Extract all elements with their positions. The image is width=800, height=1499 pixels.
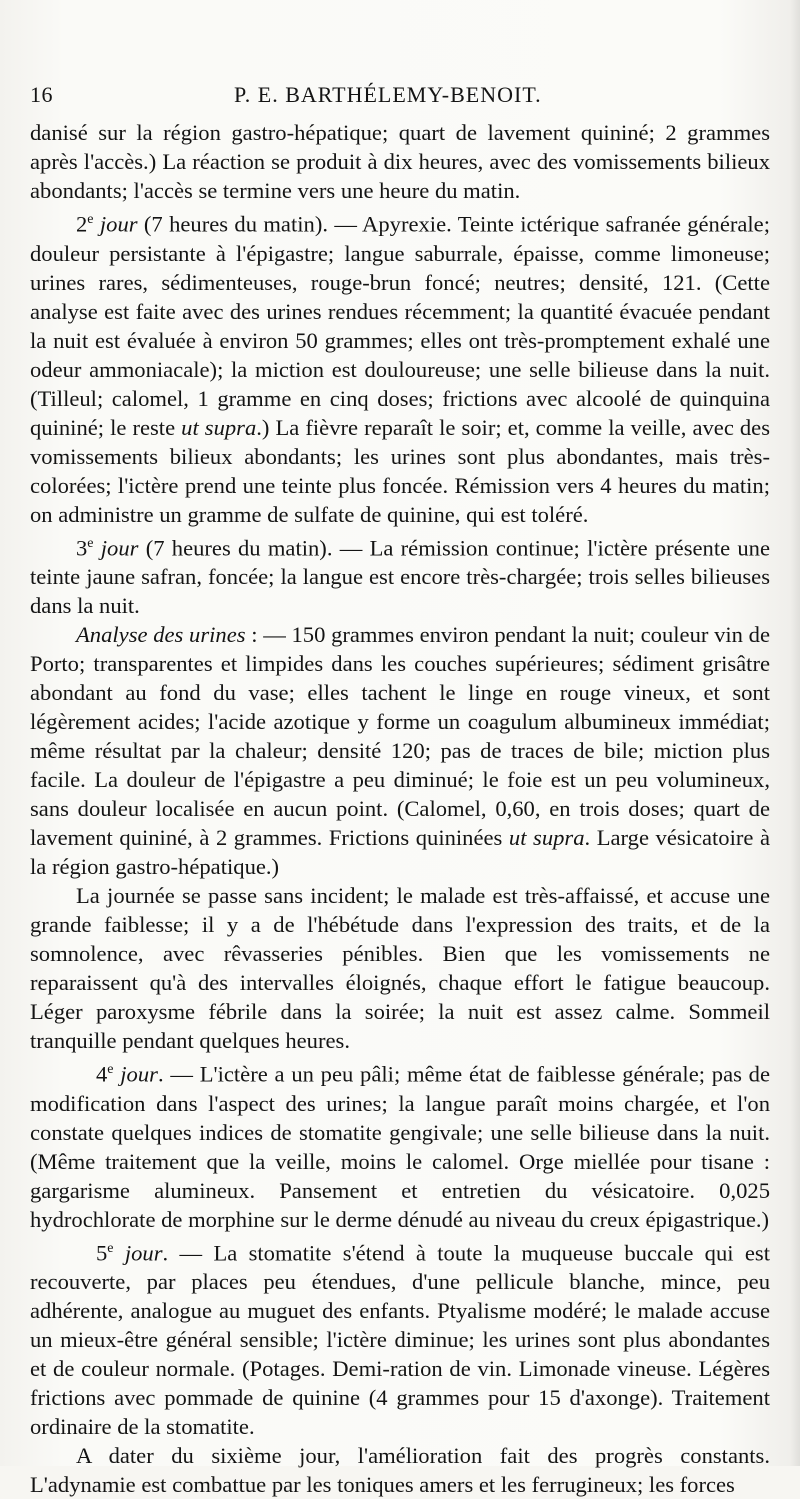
text-segment: La journée se passe sans incident; le malade est très-affaissé, et accuse une grande faiblesse; il y a de l'hébétude dans l'expression des traits, et de la somnolence, avec rêvasseries pénibles. Bien que les vomissements ne reparaissent qu'à des intervalles éloignés, chaque effort le fatigue beaucoup. Léger paroxysme fébrile dans la soirée; la nuit est assez calme. Sommeil tranquille pendant quelques heures.: [30, 883, 770, 1054]
text-segment: [94, 535, 101, 560]
text-segment: 2: [76, 211, 88, 237]
paragraph-day-4: [30, 1055, 770, 1234]
text-segment: [114, 1240, 125, 1265]
text-segment: . — L'ictère a un peu pâli; même état de faiblesse générale; pas de modification dans l'aspect des urines; la langue paraît moins chargée, et l'on constate quelques indices de stomatite gengivale; une selle bilieuse dans la nuit. (Même traitement que la veille, moins le calomel. Orge miellée pour tisane : gargarisme alumineux. Pansement et entretien du vésicatoire. 0,025 hydrochlorate de morphine sur le derme dénudé au niveau du creux épigastrique.): [30, 1061, 770, 1232]
text-segment: (7 heures du matin). — La rémission continue; l'ictère présente une teinte jaune safran, foncée; la langue est encore très-chargée; trois selles bilieuses dans la nuit.: [30, 535, 771, 619]
page-edge-shadow: [790, 0, 800, 1466]
paragraph-sixth-day: [30, 1441, 770, 1499]
text-segment: jour: [120, 1061, 158, 1087]
page-number: 16: [30, 82, 53, 107]
text-segment: 3: [76, 535, 88, 561]
text-segment: danisé sur la région gastro-hépatique; quart de lavement quininé; 2 grammes après l'accès.) La réaction se produit à dix heures, avec des vomissements bilieux abondants; l'accès se termine vers une heure du matin.: [30, 120, 770, 203]
text-segment: e: [87, 535, 94, 551]
text-segment: ut supra: [181, 414, 257, 440]
text-segment: : — 150 grammes environ pendant la nuit; couleur vin de Porto; transparentes et limpides dans les couches supérieures; sédiment grisâtre abondant au fond du vase; elles tachent le linge en rouge vineux, et sont légèrement acides; l'acide azotique y forme un coagulum albumineux immédiat; même résultat par la chaleur; densité 120; pas de traces de bile; miction plus facile. La douleur de l'épigastre a peu diminué; le foie est un peu volumineux, sans douleur localisée en aucun point. (Calomel, 0,60, en trois doses; quart de lavement quininé, à 2 grammes. Frictions quininées: [30, 622, 770, 851]
text-segment: jour: [124, 1240, 163, 1266]
text-segment: e: [107, 1062, 114, 1078]
text-segment: jour: [100, 535, 139, 561]
paragraph-day-2: [30, 205, 770, 529]
text-segment: 5: [96, 1240, 108, 1266]
text-segment: e: [107, 1240, 114, 1256]
paragraph-urine-analysis: [30, 620, 770, 881]
paragraph-continuation: [30, 118, 770, 205]
paragraph-day-3: [30, 529, 770, 621]
text-segment: jour: [99, 211, 138, 237]
text-segment: . — La stomatite s'étend à toute la muqueuse buccale qui est recouverte, par places peu étendues, d'une pellicule blanche, mince, peu adhérente, analogue au muguet des enfants. Ptyalisme modéré; le malade accuse un mieux-être général sensible; l'ictère diminue; les urines sont plus abondantes et de couleur normale. (Potages. Demi-ration de vin. Limonade vineuse. Légères frictions avec pommade de quinine (4 grammes pour 15 d'axonge). Traitement ordinaire de la stomatite.: [30, 1240, 770, 1440]
text-segment: Analyse des urines: [76, 622, 246, 648]
text-segment: e: [87, 212, 94, 227]
paragraph-day-3-evening: [30, 881, 770, 1055]
text-segment: 4: [96, 1061, 108, 1087]
running-head: [30, 82, 766, 110]
text-segment: (7 heures du matin). — Apyrexie. Teinte ictérique safranée générale; douleur persistante à l'épigastre; langue saburrale, épaisse, comme limoneuse; urines rares, sédimenteuses, rouge-brun foncé; neutres; densité, 121. (Cette analyse est faite avec des urines rendues récemment; la quantité évacuée pendant la nuit est évaluée à environ 50 grammes; elles ont très-promptement exhalé une odeur ammoniacale); la miction est douloureuse; une selle bilieuse dans la nuit. (Tilleul; calomel, 1 gramme en cinq doses; frictions avec alcoolé de quinquina quininé; le reste: [30, 211, 770, 440]
text-segment: .) La fièvre reparaît le soir; et, comme la veille, avec des vomissements bilieux abondants; les urines sont plus abondantes, mais très-colorées; l'ictère prend une teinte plus foncée. Rémission vers 4 heures du matin; on administre un gramme de sulfate de quinine, qui est toléré.: [30, 414, 771, 527]
paragraph-day-5: [30, 1234, 770, 1442]
running-title: P. E. BARTHÉLEMY-BENOIT.: [234, 82, 542, 107]
body-text: [30, 118, 770, 1499]
text-segment: A dater du sixième jour, l'amélioration fait des progrès constants. L'adynamie est combattue par les toniques amers et les ferrugineux; les forces: [30, 1443, 770, 1498]
text-segment: . Large vésicatoire à la région gastro-hépatique.): [30, 825, 771, 880]
text-segment: ut supra: [508, 825, 585, 851]
